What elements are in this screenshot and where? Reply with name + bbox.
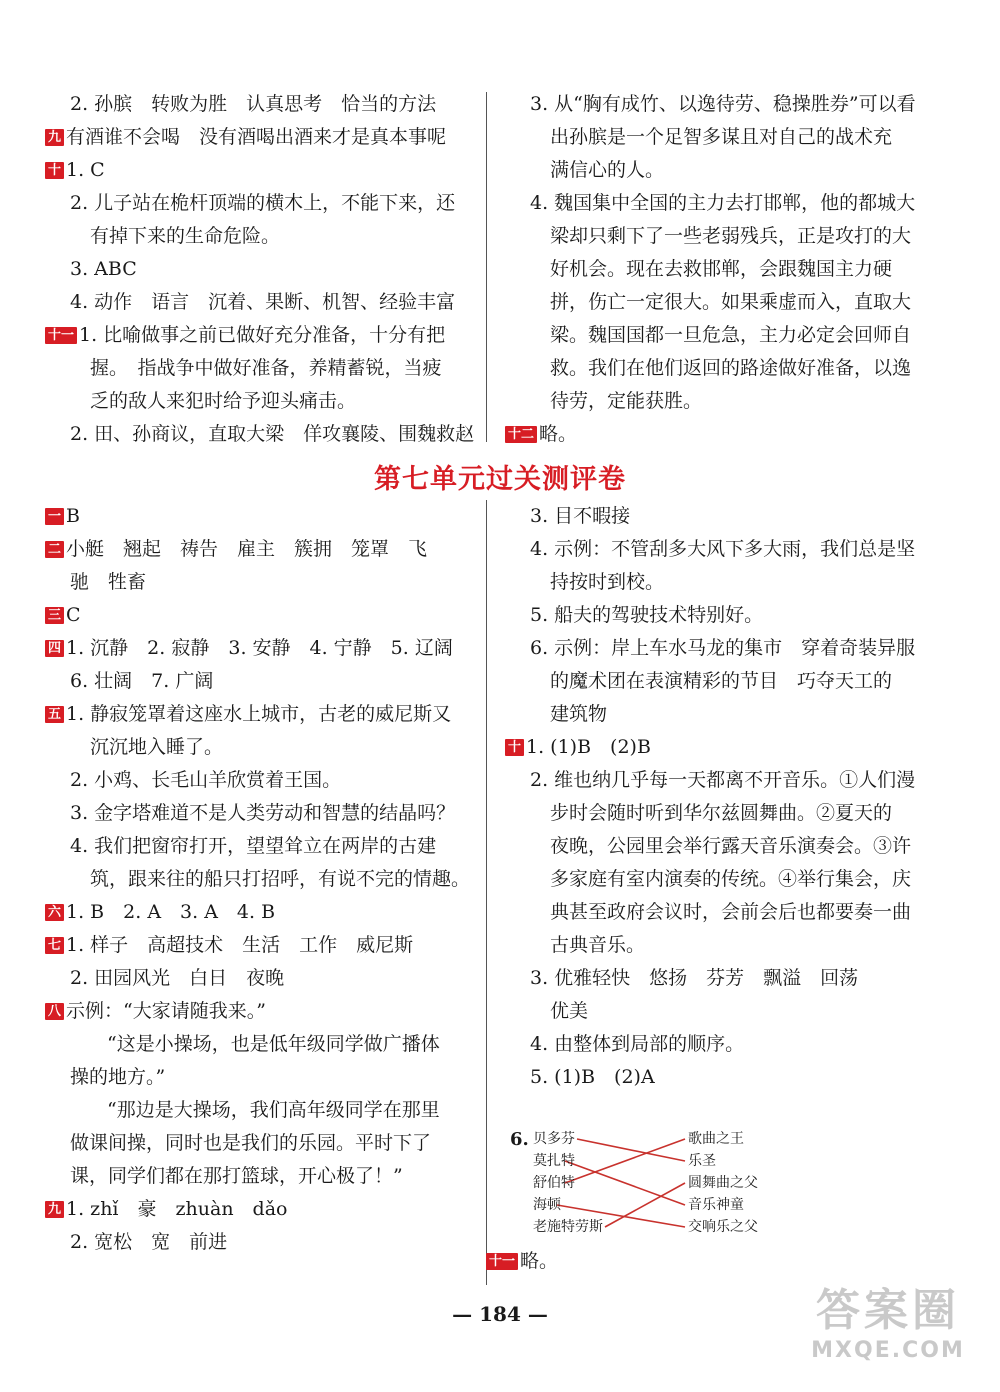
answer-line: [505, 1061, 925, 1094]
answer-line: [45, 995, 470, 1028]
answer-text: 筑，跟来往的船只打招呼，有说不完的情趣。: [90, 868, 471, 890]
answer-text: 3. 优雅轻快 悠扬 芬芳 飘溢 回荡: [530, 967, 859, 989]
answer-text: “那边是大操场，我们高年级同学在那里: [107, 1099, 440, 1121]
answer-text: 1. 比喻做事之前已做好充分准备，十分有把: [79, 324, 446, 346]
answer-line: [505, 253, 925, 286]
answer-text: 6. 壮阔 7. 广阔: [70, 670, 214, 692]
answer-line: [505, 500, 925, 533]
answer-text: 课，同学们都在那打篮球，开心极了！”: [70, 1165, 403, 1187]
answer-text: 2. 儿子站在桅杆顶端的横木上，不能下来，还: [70, 192, 456, 214]
answer-line: [45, 1061, 470, 1094]
match-right-item: 交响乐之父: [688, 1219, 758, 1235]
answer-line: [505, 1028, 925, 1061]
answer-line: [505, 929, 925, 962]
answer-text: 梁。魏国国都一旦危急，主力必定会回师自: [550, 324, 912, 346]
question-badge: 三: [45, 607, 64, 624]
answer-text: 满信心的人。: [550, 159, 665, 181]
question-badge: 五: [45, 706, 64, 723]
answer-text: 4. 魏国集中全国的主力去打邯郸，他的都城大: [530, 192, 916, 214]
answer-line: [45, 962, 470, 995]
answer-line: [45, 286, 470, 319]
answer-line: [505, 566, 925, 599]
answer-text: “这是小操场，也是低年级同学做广播体: [107, 1033, 440, 1055]
answer-text: 略。: [539, 423, 578, 445]
answer-line: [505, 962, 925, 995]
match-right-item: 音乐神童: [688, 1197, 744, 1213]
match-left-item: 老施特劳斯: [533, 1219, 603, 1235]
answer-line: [45, 385, 470, 418]
answer-text: 1. 静寂笼罩着这座水上城市，古老的威尼斯又: [66, 703, 452, 725]
answer-line: [505, 319, 925, 352]
answer-text: 待劳，定能获胜。: [550, 390, 703, 412]
answer-line: [505, 698, 925, 731]
answer-line: [45, 1028, 470, 1061]
answer-line: [45, 1226, 470, 1259]
answer-text: 2. 田、孙商议，直取大梁 佯攻襄陵、围魏救赵: [70, 423, 475, 445]
answer-line: [505, 995, 925, 1028]
match-line: [577, 1139, 685, 1161]
answer-text: 好机会。现在去救邯郸，会跟魏国主力硬: [550, 258, 893, 280]
answer-text: 1. 沉静 2. 寂静 3. 安静 4. 宁静 5. 辽阔: [66, 637, 453, 659]
answer-line: [45, 896, 470, 929]
answer-text: 1. B 2. A 3. A 4. B: [66, 901, 276, 923]
question-badge: 十: [505, 739, 524, 756]
answer-line: [45, 599, 470, 632]
answer-line: [505, 533, 925, 566]
question-badge: 一: [45, 508, 64, 525]
answer-text: 步时会随时听到华尔兹圆舞曲。②夏天的: [550, 802, 893, 824]
column-divider-top: [486, 92, 487, 442]
answer-line: [505, 863, 925, 896]
answer-line: [505, 187, 925, 220]
bottom-right-column: [505, 500, 925, 1094]
answer-line: [45, 830, 470, 863]
match-left-item: 莫扎特: [533, 1153, 575, 1169]
answer-text: 操的地方。”: [70, 1066, 166, 1088]
answer-text: 2. 田园风光 白日 夜晚: [70, 967, 285, 989]
answer-text: 1. C: [66, 159, 105, 181]
match-left-item: 海顿: [533, 1197, 561, 1213]
answer-line: [45, 319, 470, 352]
answer-text: B: [66, 505, 80, 527]
answer-line: [505, 88, 925, 121]
question-badge: 十: [45, 162, 64, 179]
answer-line: [505, 220, 925, 253]
answer-line: [45, 632, 470, 665]
answer-text: 夜晚，公园里会举行露天音乐演奏会。③许: [550, 835, 912, 857]
answer-line: [45, 352, 470, 385]
answer-text: 做课间操，同时也是我们的乐园。平时下了: [70, 1132, 432, 1154]
match-left-item: 舒伯特: [533, 1175, 575, 1191]
answer-text: 古典音乐。: [550, 934, 646, 956]
match-right-item: 圆舞曲之父: [688, 1175, 758, 1191]
answer-text: 4. 动作 语言 沉着、果断、机智、经验丰富: [70, 291, 456, 313]
section-title: 第七单元过关测评卷: [374, 464, 626, 495]
answer-text: 优美: [550, 1000, 589, 1022]
answer-line: [45, 88, 470, 121]
answer-text: 2. 维也纳几乎每一天都离不开音乐。①人们漫: [530, 769, 916, 791]
answer-line: [505, 154, 925, 187]
top-right-column: [505, 88, 925, 451]
answer-text: 多家庭有室内演奏的传统。④举行集会，庆: [550, 868, 912, 890]
answer-text: 4. 由整体到局部的顺序。: [530, 1033, 745, 1055]
answer-text: 4. 示例：不管刮多大风下多大雨，我们总是坚: [530, 538, 916, 560]
answer-text: 示例：“大家请随我来。”: [66, 1000, 266, 1022]
answer-line: [45, 797, 470, 830]
answer-line: [505, 599, 925, 632]
answer-text: 驰 牲畜: [70, 571, 147, 593]
answer-line: [45, 533, 470, 566]
answer-line: [505, 830, 925, 863]
answer-text: 2. 宽松 宽 前进: [70, 1231, 228, 1253]
answer-line: [45, 665, 470, 698]
matching-diagram: [505, 1125, 805, 1243]
match-line: [565, 1161, 685, 1205]
answer-line: [505, 665, 925, 698]
answer-text: 6. 示例：岸上车水马龙的集市 穿着奇装异服: [530, 637, 916, 659]
question-badge: 四: [45, 640, 64, 657]
answer-text: 1. (1)B (2)B: [526, 736, 651, 758]
answer-line: [45, 731, 470, 764]
answer-line: [45, 929, 470, 962]
answer-line: [505, 797, 925, 830]
question-badge: 二: [45, 541, 64, 558]
match-left-item: 贝多芬: [533, 1131, 575, 1147]
question-badge: 九: [45, 129, 64, 146]
question-badge: 十一: [486, 1253, 518, 1270]
answer-line: [45, 253, 470, 286]
question-badge: 九: [45, 1201, 64, 1218]
answer-line: [45, 121, 470, 154]
matching-number: 6.: [510, 1129, 529, 1150]
answer-text: 小艇 翘起 祷告 雇主 簇拥 笼罩 飞: [66, 538, 428, 560]
answer-text: 5. 船夫的驾驶技术特别好。: [530, 604, 764, 626]
top-left-column: [45, 88, 475, 451]
answer-text: 2. 小鸡、长毛山羊欣赏着王国。: [70, 769, 342, 791]
question-badge: 七: [45, 937, 64, 954]
answer-line: [45, 187, 470, 220]
answer-line: [45, 764, 470, 797]
answer-line: [45, 500, 470, 533]
answer-text: 1. zhǐ 豪 zhuàn dǎo: [66, 1198, 288, 1220]
final-answer: [486, 1245, 558, 1278]
answer-text: 3. 金字塔难道不是人类劳动和智慧的结晶吗？: [70, 802, 456, 824]
answer-line: [505, 418, 925, 451]
column-divider-bottom: [486, 500, 487, 1285]
answer-line: [505, 121, 925, 154]
answer-text: 有酒谁不会喝 没有酒喝出酒来才是真本事呢: [66, 126, 447, 148]
answer-text: 略。: [520, 1250, 559, 1272]
answer-text: 握。 指战争中做好准备，养精蓄锐，当疲: [90, 357, 442, 379]
answer-line: [505, 352, 925, 385]
answer-text: 救。我们在他们返回的路途做好准备，以逸: [550, 357, 912, 379]
page-number: — 184 —: [452, 1302, 548, 1326]
answer-line: [505, 632, 925, 665]
answer-text: 持按时到校。: [550, 571, 665, 593]
answer-line: [505, 286, 925, 319]
answer-text: 1. 样子 高超技术 生活 工作 威尼斯: [66, 934, 414, 956]
answer-text: 建筑物: [550, 703, 608, 725]
answer-text: 3. 目不暇接: [530, 505, 631, 527]
bottom-left-column: [45, 500, 470, 1259]
answer-text: 拼，伤亡一定很大。如果乘虚而入，直取大: [550, 291, 912, 313]
answer-text: 典甚至政府会议时，会前会后也都要奏一曲: [550, 901, 912, 923]
answer-text: 有掉下来的生命危险。: [90, 225, 281, 247]
match-right-item: 乐圣: [688, 1153, 716, 1169]
answer-line: [45, 1127, 470, 1160]
answer-text: 梁却只剩下了一些老弱残兵，正是攻打的大: [550, 225, 912, 247]
answer-text: 的魔术团在表演精彩的节目 巧夺天工的: [550, 670, 893, 692]
answer-text: 2. 孙膑 转败为胜 认真思考 恰当的方法: [70, 93, 437, 115]
answer-text: 3. 从“胸有成竹、以逸待劳、稳操胜券”可以看: [530, 93, 916, 115]
match-line: [565, 1139, 685, 1183]
answer-text: 出孙膑是一个足智多谋且对自己的战术充: [550, 126, 893, 148]
answer-line: [45, 1160, 470, 1193]
answer-text: 4. 我们把窗帘打开，望望耸立在两岸的古建: [70, 835, 437, 857]
answer-line: [505, 764, 925, 797]
answer-line: [505, 896, 925, 929]
match-right-item: 歌曲之王: [688, 1131, 744, 1147]
answer-line: [45, 1094, 470, 1127]
answer-line: [45, 863, 470, 896]
answer-text: C: [66, 604, 81, 626]
question-badge: 六: [45, 904, 64, 921]
answer-text: 5. (1)B (2)A: [530, 1066, 655, 1088]
question-badge: 十一: [45, 327, 77, 344]
answer-line: [45, 154, 470, 187]
question-badge: 十二: [505, 426, 537, 443]
answer-line: [505, 385, 925, 418]
answer-line: [505, 731, 925, 764]
answer-text: 乏的敌人来犯时给予迎头痛击。: [90, 390, 357, 412]
answer-line: [45, 566, 470, 599]
answer-line: [45, 220, 470, 253]
answer-text: 3. ABC: [70, 258, 137, 280]
answer-line: [45, 698, 470, 731]
question-badge: 八: [45, 1003, 64, 1020]
answer-line: [45, 1193, 470, 1226]
answer-line: [45, 418, 475, 451]
answer-text: 沉沉地入睡了。: [90, 736, 224, 758]
watermark-logo: 答案圈 MXQE.COM: [811, 1285, 965, 1363]
